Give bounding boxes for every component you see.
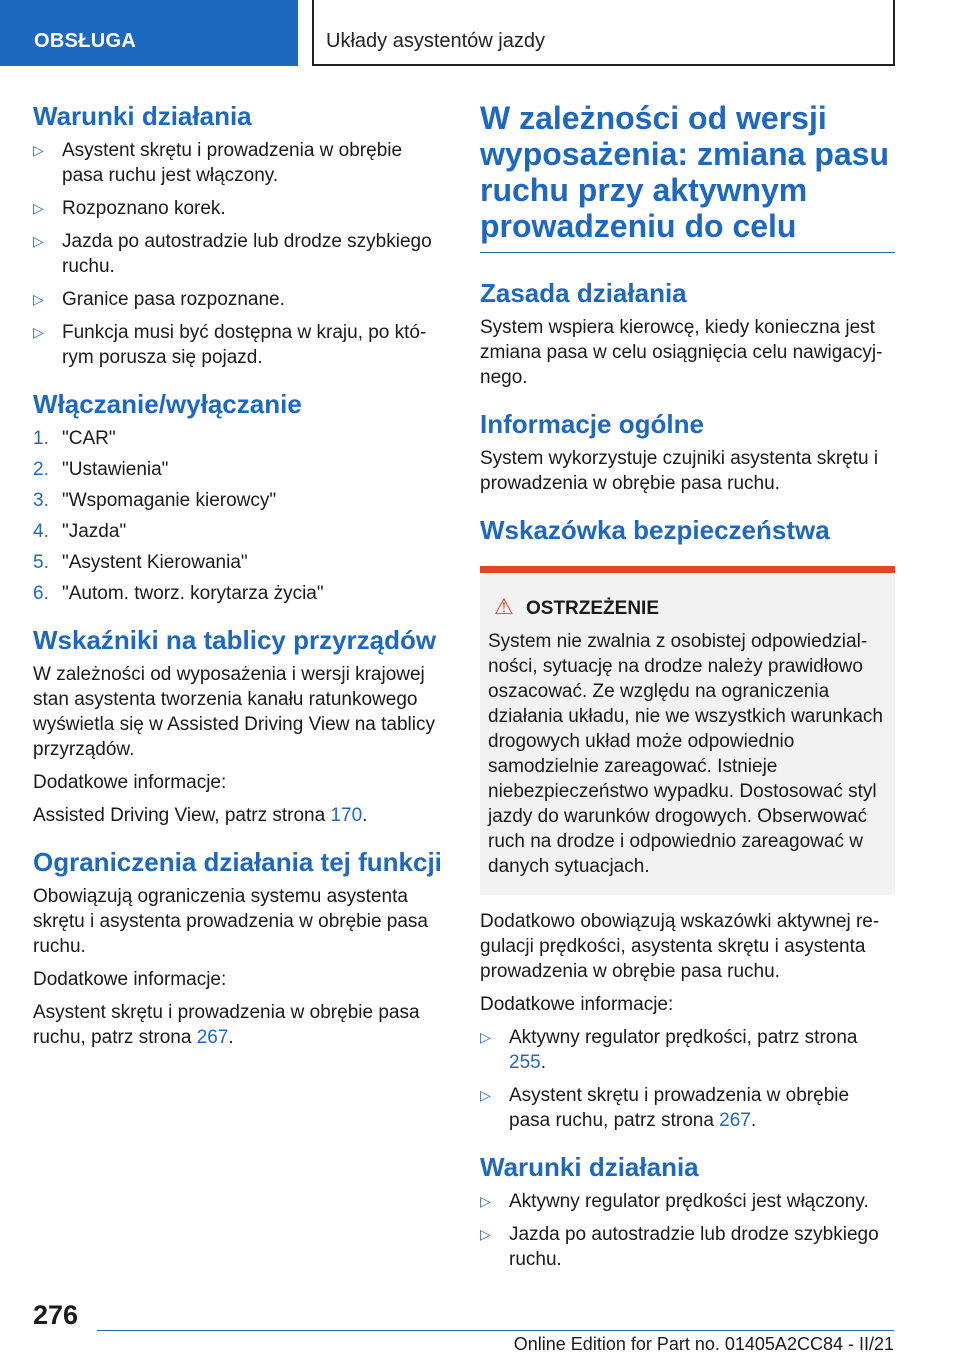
list-item: ▷ Asystent skrętu i prowadzenia w obrębie pasa ruchu, patrz strona 267. bbox=[480, 1085, 850, 1131]
section-title-general-info: Informacje ogólne bbox=[480, 409, 704, 439]
footer-edition: Online Edition for Part no. 01405A2CC84 - II/21 bbox=[513, 1334, 894, 1354]
paragraph: System wspiera kierowcę, kiedy konieczna jest zmiana pasa w celu osiągnięcia celu nawigacyjnego. bbox=[480, 317, 883, 388]
list-item: ▷ Funkcja musi być dostępna w kraju, po którym porusza się pojazd. bbox=[33, 322, 427, 368]
page-link-255[interactable]: 255 bbox=[509, 1052, 541, 1073]
right-column bbox=[480, 100, 895, 1280]
paragraph: W zależności od wyposażenia i wersji krajowej stan asystenta tworzenia kanału ratunkowego wyświetla się w Assisted Driving View na tablicy przyrządów. bbox=[33, 664, 435, 760]
paragraph: Dodatkowo obowiązują wskazówki aktywnej regulacji prędkości, asystenta skrętu i asystenta prowadzenia w obrębie pasa ruchu. bbox=[480, 911, 880, 982]
paragraph: Dodatkowe informacje: bbox=[480, 994, 674, 1015]
footer-divider bbox=[97, 1330, 894, 1331]
header-chapter-label: Układy asystentów jazdy bbox=[326, 30, 545, 52]
list-item: 5. "Asystent Kierowania" bbox=[33, 552, 248, 573]
header-section-tab bbox=[0, 0, 298, 66]
list-item: 4. "Jazda" bbox=[33, 521, 127, 542]
list-item: ▷ Aktywny regulator prędkości, patrz strona 255. bbox=[480, 1027, 858, 1073]
triangle-bullet-icon: ▷ bbox=[33, 233, 44, 249]
paragraph: Dodatkowe informacje: bbox=[33, 772, 227, 793]
warning-title: ⚠ OSTRZEŻENIE bbox=[494, 594, 660, 619]
list-item: 3. "Wspomaganie kierowcy" bbox=[33, 490, 277, 511]
triangle-bullet-icon: ▷ bbox=[480, 1226, 491, 1242]
section-title-safety: Wskazówka bezpieczeństwa bbox=[480, 515, 830, 545]
page-link-170[interactable]: 170 bbox=[330, 805, 363, 826]
list-item: ▷ Asystent skrętu i prowadzenia w obrębie pasa ruchu jest włączony. bbox=[33, 140, 403, 186]
header-section-label: OBSŁUGA bbox=[34, 30, 137, 52]
page-reference: Asystent skrętu i prowadzenia w obrębie pasa ruchu, patrz strona 267. bbox=[33, 1002, 420, 1048]
page-link-267[interactable]: 267 bbox=[196, 1027, 229, 1048]
warning-box bbox=[480, 566, 895, 895]
triangle-bullet-icon: ▷ bbox=[33, 291, 44, 307]
steps-list bbox=[33, 426, 448, 606]
list-item: ▷ Jazda po autostradzie lub drodze szybkiego ruchu. bbox=[480, 1224, 879, 1270]
list-item: ▷ Granice pasa rozpoznane. bbox=[33, 289, 285, 310]
triangle-bullet-icon: ▷ bbox=[33, 200, 44, 216]
triangle-bullet-icon: ▷ bbox=[33, 142, 44, 158]
section-title-conditions-2: Warunki działania bbox=[480, 1152, 699, 1182]
list-item: ▷ Jazda po autostradzie lub drodze szybkiego ruchu. bbox=[33, 231, 432, 277]
section-title-on-off: Włączanie/wyłączanie bbox=[33, 389, 302, 419]
triangle-bullet-icon: ▷ bbox=[480, 1193, 491, 1209]
page-number: 276 bbox=[33, 1300, 79, 1330]
section-title-limitations: Ograniczenia działania tej funkcji bbox=[33, 847, 442, 877]
list-item: 6. "Autom. tworz. korytarza życia" bbox=[33, 583, 324, 604]
list-item: 1. "CAR" bbox=[33, 428, 116, 449]
page-reference: Assisted Driving View, patrz strona 170. bbox=[33, 805, 368, 826]
warning-body: System nie zwalnia z osobistej odpowiedzialności, sytuację na drodze należy prawidłowo oszacować. Ze względu na ograniczenia działania układu, nie we wszystkich warunkach drogowych układ może odpowiednio samodzielnie zareagować. Istnieje niebezpieczeństwo wypadku. Dostosować styl jazdy do warunków drogowych. Obserwować ruch na drodze i odpowiednio zareagować w danych sytuacjach. bbox=[488, 631, 883, 877]
section-title-conditions: Warunki działania bbox=[33, 101, 252, 131]
warning-triangle-icon: ⚠ bbox=[494, 594, 514, 619]
paragraph: System wykorzystuje czujniki asystenta skrętu i prowadzenia w obrębie pasa ruchu. bbox=[480, 448, 879, 494]
paragraph: Dodatkowe informacje: bbox=[33, 969, 227, 990]
section-title-indicators: Wskaźniki na tablicy przyrządów bbox=[33, 625, 437, 655]
triangle-bullet-icon: ▷ bbox=[33, 324, 44, 340]
page-link-267[interactable]: 267 bbox=[719, 1110, 751, 1131]
triangle-bullet-icon: ▷ bbox=[480, 1087, 491, 1103]
left-column bbox=[33, 100, 448, 1058]
triangle-bullet-icon: ▷ bbox=[480, 1029, 491, 1045]
paragraph: Obowiązują ograniczenia systemu asystenta skrętu i asystenta prowadzenia w obrębie pasa ruchu. bbox=[33, 886, 429, 957]
list-item: 2. "Ustawienia" bbox=[33, 459, 169, 480]
conditions-list-2 bbox=[480, 1189, 895, 1272]
main-heading: W zależności od wersji wyposażenia: zmiana pasu ruchu przy aktywnym prowadzeniu do celu bbox=[480, 100, 895, 253]
list-item: ▷ Rozpoznano korek. bbox=[33, 198, 226, 219]
header-chapter-box bbox=[312, 0, 895, 66]
list-item: ▷ Aktywny regulator prędkości jest włączony. bbox=[480, 1191, 869, 1212]
reference-list bbox=[480, 1025, 895, 1133]
section-title-principle: Zasada działania bbox=[480, 278, 687, 308]
conditions-list bbox=[33, 138, 448, 370]
